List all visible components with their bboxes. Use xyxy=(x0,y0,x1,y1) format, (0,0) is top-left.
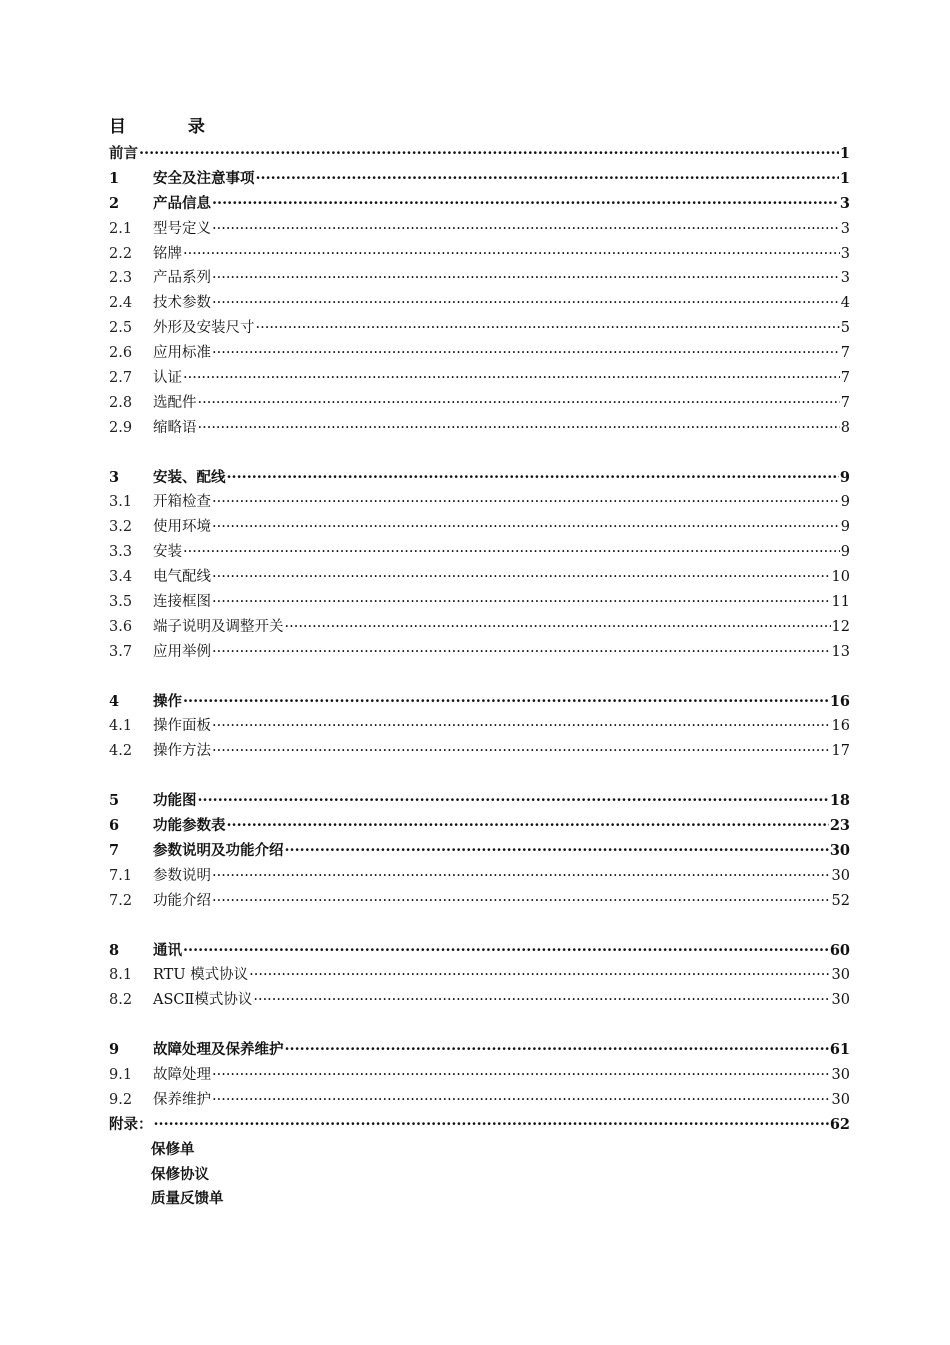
toc-entry-page: 61 xyxy=(829,1041,850,1059)
toc-entry-page: 30 xyxy=(831,867,850,884)
appendix-item-title: 保修单 xyxy=(151,1140,195,1158)
dot-leader xyxy=(285,615,831,640)
dot-leader xyxy=(139,142,839,167)
toc-entry-number: 2 xyxy=(109,194,120,212)
toc-entries xyxy=(109,142,850,1138)
dot-leader xyxy=(285,1038,829,1063)
toc-entry[interactable] xyxy=(109,217,850,242)
toc-entry-title: 附录： xyxy=(109,1115,153,1133)
dot-leader xyxy=(212,490,840,515)
dot-leader xyxy=(212,217,840,242)
toc-entry-title: 选配件 xyxy=(153,394,197,411)
toc-entry-title: 端子说明及调整开关 xyxy=(153,618,284,635)
toc-entry-page: 7 xyxy=(840,394,850,411)
toc-entry-number: 2.4 xyxy=(109,295,133,312)
toc-entry-title: 产品系列 xyxy=(153,270,211,287)
toc-entry-page: 60 xyxy=(829,941,850,959)
toc-entry[interactable] xyxy=(109,1063,850,1088)
toc-entry-page: 8 xyxy=(840,419,850,436)
toc-entry-number: 7 xyxy=(109,841,120,859)
toc-entry-number: 2.7 xyxy=(109,370,133,387)
toc-entry-title: 铭牌 xyxy=(153,245,182,262)
dot-leader xyxy=(212,864,831,889)
dot-leader xyxy=(212,266,840,291)
toc-entry-title: 开箱检查 xyxy=(153,494,211,511)
dot-leader xyxy=(183,366,840,391)
toc-entry-page: 9 xyxy=(839,468,850,486)
dot-leader xyxy=(256,167,839,192)
toc-entry-title: 安装 xyxy=(153,544,182,561)
toc-entry-title: 前言 xyxy=(109,145,138,162)
toc-entry-number: 8 xyxy=(109,941,120,959)
dot-leader xyxy=(249,963,830,988)
toc-entry[interactable] xyxy=(109,839,850,864)
toc-entry[interactable] xyxy=(109,316,850,341)
toc-entry[interactable] xyxy=(109,1038,850,1063)
toc-entry-number: 5 xyxy=(109,792,120,810)
toc-entry[interactable] xyxy=(109,341,850,366)
toc-entry-title: 安全及注意事项 xyxy=(153,169,255,187)
toc-entry[interactable] xyxy=(109,739,850,764)
toc-entry-number: 4 xyxy=(109,692,120,710)
toc-entry[interactable] xyxy=(109,988,850,1013)
toc-entry[interactable] xyxy=(109,242,850,267)
toc-entry-page: 3 xyxy=(839,194,850,212)
toc-entry-title: 安装、配线 xyxy=(153,468,226,486)
toc-entry[interactable] xyxy=(109,889,850,914)
dot-leader xyxy=(212,192,839,217)
toc-entry-number: 4.2 xyxy=(109,743,133,760)
toc-entry-title: 故障处理及保养维护 xyxy=(153,1041,284,1059)
toc-entry-title: 功能介绍 xyxy=(153,892,211,909)
toc-entry-title: 故障处理 xyxy=(153,1066,211,1083)
dot-leader xyxy=(183,690,829,715)
toc-entry-title: 产品信息 xyxy=(153,194,211,212)
toc-entry-page: 30 xyxy=(829,841,850,859)
dot-leader xyxy=(212,889,831,914)
toc-entry-page: 23 xyxy=(829,817,850,835)
dot-leader xyxy=(212,590,831,615)
toc-entry-number: 2.3 xyxy=(109,270,133,287)
toc-entry-title: 型号定义 xyxy=(153,220,211,237)
dot-leader xyxy=(154,1113,829,1138)
dot-leader xyxy=(212,1088,831,1113)
toc-entry[interactable] xyxy=(109,142,850,167)
toc-entry-title: 缩略语 xyxy=(153,419,197,436)
toc-entry[interactable] xyxy=(109,167,850,192)
toc-entry-number: 1 xyxy=(109,169,120,187)
toc-entry-title: RTU 模式协议 xyxy=(153,967,249,984)
toc-entry[interactable] xyxy=(109,714,850,739)
toc-entry-number: 2.8 xyxy=(109,394,133,411)
dot-leader xyxy=(212,714,831,739)
toc-entry[interactable] xyxy=(109,291,850,316)
dot-leader xyxy=(212,341,840,366)
toc-entry-page: 7 xyxy=(840,370,850,387)
toc-entry[interactable] xyxy=(109,266,850,291)
toc-entry-title: 连接框图 xyxy=(153,594,211,611)
toc-entry-page: 1 xyxy=(839,145,850,162)
toc-entry-number: 3.4 xyxy=(109,569,133,586)
toc-entry[interactable] xyxy=(109,814,850,839)
toc-entry[interactable] xyxy=(109,963,850,988)
toc-entry-page: 30 xyxy=(831,1066,850,1083)
toc-entry-page: 9 xyxy=(840,544,850,561)
dot-leader xyxy=(253,988,830,1013)
toc-entry-title: 参数说明及功能介绍 xyxy=(153,841,284,859)
appendix-item[interactable] xyxy=(109,1187,850,1212)
appendix-item[interactable] xyxy=(109,1163,850,1188)
toc-entry-number: 2.5 xyxy=(109,320,133,337)
toc-entry[interactable] xyxy=(109,640,850,665)
toc-entry-page: 3 xyxy=(840,220,850,237)
toc-entry-number: 8.2 xyxy=(109,992,133,1009)
appendix-item-title: 保修协议 xyxy=(151,1165,209,1183)
toc-entry-number: 9.2 xyxy=(109,1091,133,1108)
toc-entry-title: 使用环境 xyxy=(153,519,211,536)
toc-entry-title: 保养维护 xyxy=(153,1091,211,1108)
toc-entry-number: 6 xyxy=(109,817,120,835)
toc-entry-page: 4 xyxy=(840,295,850,312)
toc-entry-title: 操作方法 xyxy=(153,743,211,760)
toc-entry-title: 电气配线 xyxy=(153,569,211,586)
toc-entry-page: 12 xyxy=(831,618,850,635)
toc-entry-title: 应用举例 xyxy=(153,643,211,660)
toc-entry-title: 技术参数 xyxy=(153,295,211,312)
toc-entry-number: 3.1 xyxy=(109,494,133,511)
toc-title: 目 录 xyxy=(109,117,233,137)
dot-leader xyxy=(227,466,839,491)
dot-leader xyxy=(285,839,829,864)
toc-entry-page: 30 xyxy=(831,1091,850,1108)
toc-entry[interactable] xyxy=(109,939,850,964)
toc-entry-number: 3 xyxy=(109,468,120,486)
dot-leader xyxy=(227,814,829,839)
toc-entry-number: 9.1 xyxy=(109,1066,133,1083)
toc-entry[interactable] xyxy=(109,1113,850,1138)
toc-entry-page: 52 xyxy=(831,892,850,909)
toc-entry-title: ASCⅡ模式协议 xyxy=(153,992,253,1009)
toc-entry[interactable] xyxy=(109,590,850,615)
toc-entry-title: 操作 xyxy=(153,692,182,710)
toc-entry-title: 操作面板 xyxy=(153,718,211,735)
toc-entry-number: 2.6 xyxy=(109,345,133,362)
toc-entry[interactable] xyxy=(109,192,850,217)
dot-leader xyxy=(198,416,840,441)
toc-entry[interactable] xyxy=(109,864,850,889)
toc-entry-title: 功能参数表 xyxy=(153,817,226,835)
toc-entry-page: 30 xyxy=(831,992,850,1009)
toc-entry-number: 2.1 xyxy=(109,220,133,237)
toc-entry-page: 9 xyxy=(840,494,850,511)
toc-entry-number: 4.1 xyxy=(109,718,133,735)
toc-entry-page: 7 xyxy=(840,345,850,362)
toc-entry-title: 外形及安装尺寸 xyxy=(153,320,255,337)
toc-entry-title: 参数说明 xyxy=(153,867,211,884)
toc-entry-title: 应用标准 xyxy=(153,345,211,362)
dot-leader xyxy=(212,565,831,590)
toc-entry[interactable] xyxy=(109,490,850,515)
dot-leader xyxy=(198,391,840,416)
dot-leader xyxy=(212,739,831,764)
table-of-contents xyxy=(109,142,850,1212)
dot-leader xyxy=(198,789,829,814)
dot-leader xyxy=(212,291,840,316)
dot-leader xyxy=(183,939,829,964)
appendix-item[interactable] xyxy=(109,1138,850,1163)
toc-entry[interactable] xyxy=(109,615,850,640)
toc-entry-number: 8.1 xyxy=(109,967,133,984)
toc-entry-number: 2.2 xyxy=(109,245,133,262)
toc-entry-page: 3 xyxy=(840,245,850,262)
toc-entry-number: 3.6 xyxy=(109,618,133,635)
toc-entry-number: 7.2 xyxy=(109,892,133,909)
toc-entry-page: 30 xyxy=(831,967,850,984)
toc-entry-number: 2.9 xyxy=(109,419,133,436)
toc-entry-page: 3 xyxy=(840,270,850,287)
dot-leader xyxy=(212,640,831,665)
toc-entry-page: 9 xyxy=(840,519,850,536)
dot-leader xyxy=(256,316,840,341)
toc-entry-page: 1 xyxy=(839,169,850,187)
toc-entry-page: 5 xyxy=(840,320,850,337)
toc-entry-title: 功能图 xyxy=(153,792,197,810)
dot-leader xyxy=(183,540,840,565)
toc-entry-title: 通讯 xyxy=(153,941,182,959)
toc-entry[interactable] xyxy=(109,416,850,441)
toc-entry[interactable] xyxy=(109,1088,850,1113)
toc-entry-page: 11 xyxy=(831,594,850,611)
toc-entry[interactable] xyxy=(109,391,850,416)
dot-leader xyxy=(212,515,840,540)
toc-entry-number: 9 xyxy=(109,1041,120,1059)
toc-entry[interactable] xyxy=(109,466,850,491)
toc-entry[interactable] xyxy=(109,690,850,715)
toc-entry-page: 10 xyxy=(831,569,850,586)
toc-entry[interactable] xyxy=(109,789,850,814)
toc-entry-page: 18 xyxy=(829,792,850,810)
dot-leader xyxy=(183,242,840,267)
appendix-items xyxy=(109,1138,850,1213)
appendix-item-title: 质量反馈单 xyxy=(151,1190,224,1208)
toc-entry-number: 3.7 xyxy=(109,643,133,660)
toc-entry-number: 3.3 xyxy=(109,544,133,561)
toc-entry[interactable] xyxy=(109,366,850,391)
toc-entry[interactable] xyxy=(109,565,850,590)
toc-entry-number: 3.2 xyxy=(109,519,133,536)
toc-entry-page: 13 xyxy=(831,643,850,660)
toc-entry-page: 62 xyxy=(829,1115,850,1133)
dot-leader xyxy=(212,1063,831,1088)
toc-entry-page: 17 xyxy=(831,743,850,760)
toc-entry[interactable] xyxy=(109,515,850,540)
toc-entry-number: 7.1 xyxy=(109,867,133,884)
toc-entry-number: 3.5 xyxy=(109,594,133,611)
toc-entry-page: 16 xyxy=(831,718,850,735)
toc-entry-title: 认证 xyxy=(153,370,182,387)
toc-entry[interactable] xyxy=(109,540,850,565)
toc-entry-page: 16 xyxy=(829,692,850,710)
